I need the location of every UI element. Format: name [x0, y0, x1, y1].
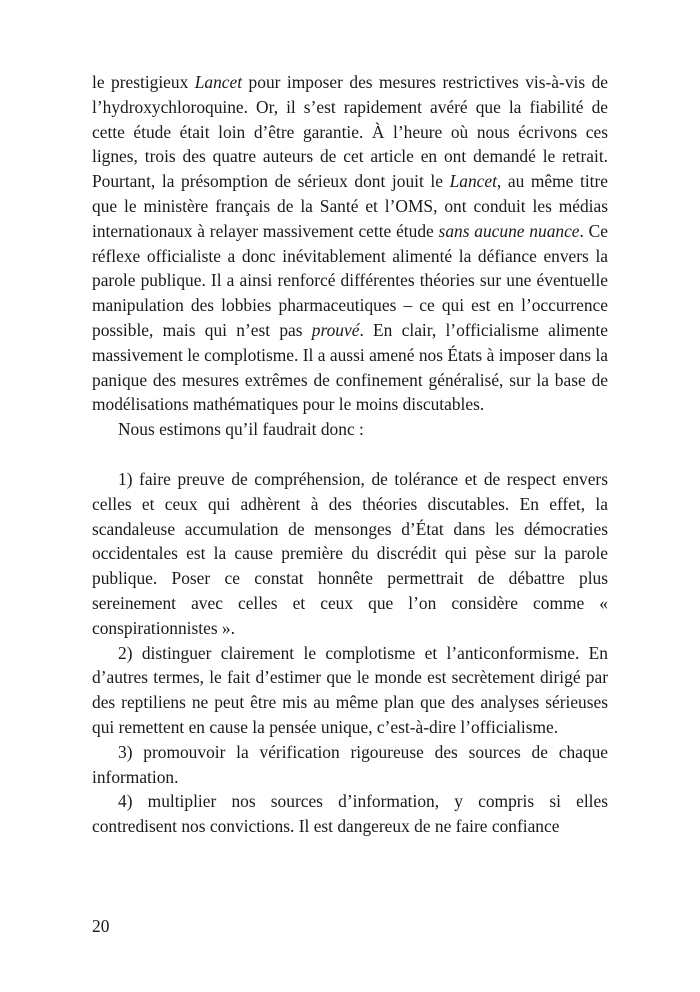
sans-aucune-nuance-italic: sans aucune nuance	[438, 220, 580, 241]
point-3: 3) promouvoir la vérification rigoureuse des sources de chaque information.	[92, 741, 608, 787]
paragraph-1-text-4: . Ce réflexe officialiste a donc inévitablement alimenté la défiance envers la parole publique. Il a ainsi renforcé différentes théories sur une éventuelle manipulation des lobbies pharmaceutiques – ce qui est en l’occurrence possible, mais qui n’est pas	[92, 220, 609, 340]
paragraph-1-text-5: . En clair, l’officialisme alimente massivement le complotisme. Il a aussi amené nos États à imposer dans la panique des mesures extrêmes de confinement généralisé, sur la base de modélisations mathématiques pour le moins discutables.	[92, 319, 608, 415]
paragraph-1-text-2: pour imposer des mesures restrictives vis-à-vis de l’hydroxychloroquine. Or, il s’est rapidement avéré que la fiabilité de cette étude était loin d’être garantie. À l’heure où nous écrivons ces lignes, trois des quatre auteurs de cet article en ont demandé le retrait. Pourtant, la présomption de sérieux dont jouit le	[92, 72, 608, 192]
prouve-italic: prouvé	[311, 319, 360, 340]
paragraph-lancet	[92, 70, 608, 417]
point-2: 2) distinguer clairement le complotisme et l’anticonformisme. En d’autres termes, le fait d’estimer que le monde est secrètement dirigé par des reptiliens ne peut être mis au même plan que des analyses sérieuses qui remettent en cause la pensée unique, c’est-à-dire l’officialisme.	[92, 642, 608, 737]
lancet-italic-1: Lancet	[194, 72, 243, 92]
paragraph-1-text-3: , au même titre que le ministère français de la Santé et l’OMS, ont conduit les médias internationaux à relayer massivement cette étude	[92, 171, 608, 241]
page-number: 20	[92, 916, 110, 936]
point-1: 1) faire preuve de compréhension, de tolérance et de respect envers celles et ceux qui adhèrent à des théories discutables. En effet, la scandaleuse accumulation de mensonges d’État dans les démocraties occidentales est la cause première du discrédit qui pèse sur la parole publique. Poser ce constat honnête permettrait de débattre plus sereinement avec celles et ceux que l’on considère comme « conspirationnistes ».	[92, 468, 608, 638]
intro-line: Nous estimons qu’il faudrait donc :	[118, 419, 364, 440]
paragraph-1-text-1: le prestigieux	[92, 72, 195, 92]
page-body	[92, 70, 608, 839]
lancet-italic-2: Lancet	[449, 171, 497, 192]
paragraph-gap	[92, 442, 608, 467]
point-4: 4) multiplier nos sources d’information, y compris si elles contredisent nos convictions. Il est dangereux de ne faire confiance	[92, 791, 608, 837]
